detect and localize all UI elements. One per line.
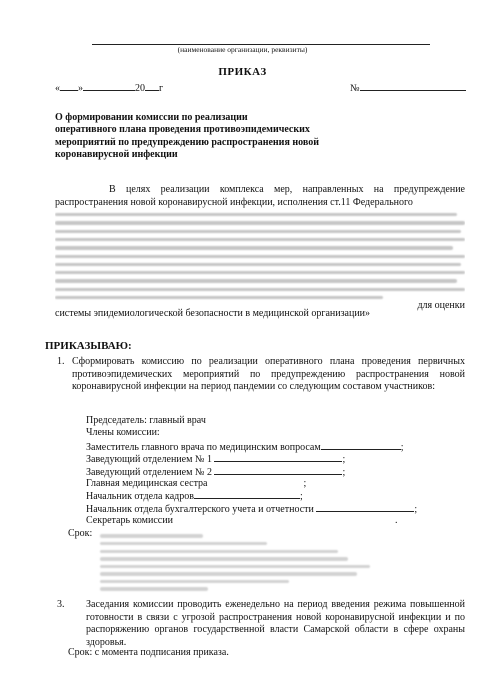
document-title: ПРИКАЗ (218, 66, 267, 78)
deadline-1: Срок: (68, 528, 93, 539)
item-3-text: Заседания комиссии проводить еженедельно на период введения режима повышенной готовности в связи с угрозой распространения новой коронавирусной инфекции и по распоряжению органов государственной власти Самарской области в сфере охраны здоровья. (86, 599, 465, 648)
members-label: Члены комиссии: (86, 427, 160, 439)
subject-line: оперативного плана проведения противоэпидемических (55, 124, 310, 136)
year-prefix: 20 (135, 83, 145, 94)
member-secretary: Секретарь комиссии . (86, 515, 398, 527)
member-accounting: Начальник отдела бухгалтерского учета и отчетности ; (86, 503, 418, 515)
preamble-text: В целях реализации комплекса мер, направленных на предупреждение распространения новой коронавирусной инфекции, исполнения ст.11 Федерального (55, 184, 465, 208)
member-head-2: Заведующий отделением № 2 ; (86, 466, 346, 478)
preamble-tail-right: для оценки (417, 300, 465, 311)
item-number: 3. (57, 599, 65, 610)
blank-line (316, 502, 414, 512)
blank-line (321, 440, 401, 450)
year-suffix: г (159, 83, 164, 94)
member-deputy: Заместитель главного врача по медицинским вопросам ; (86, 441, 404, 453)
order-number (350, 81, 466, 94)
year-blank (145, 81, 159, 91)
org-caption: (наименование организации, реквизиты) (177, 45, 308, 54)
blank-line (194, 489, 300, 499)
blank-space (173, 514, 395, 523)
blank-line (214, 452, 342, 462)
blank-space (208, 477, 304, 486)
blank-line (214, 465, 342, 475)
day-blank (60, 81, 78, 91)
member-nurse: Главная медицинская сестра ; (86, 477, 307, 489)
member-chair: Председатель: главный врач (86, 415, 206, 426)
number-sign: № (350, 83, 360, 94)
deadline-2: Срок: с момента подписания приказа. (68, 647, 229, 658)
item-number: 1. (57, 356, 65, 367)
subject-line: коронавирусной инфекции (55, 148, 178, 160)
order-heading: ПРИКАЗЫВАЮ: (45, 340, 132, 352)
number-blank (360, 81, 466, 91)
blurred-list-block (100, 531, 370, 597)
subject-line: мероприятий по предупреждению распространения новой (55, 136, 319, 148)
member-head-1: Заведующий отделением № 1 ; (86, 454, 346, 466)
date-open-quote: « (55, 83, 60, 94)
month-blank (83, 81, 135, 91)
date-close-quote: » (78, 83, 83, 94)
member-hr: Начальник отдела кадров ; (86, 491, 303, 503)
item-1-text: Сформировать комиссию по реализации оперативного плана проведения первичных противоэпидемических мероприятий по предупреждению распространения новой коронавирусной инфекции на период пандемии со следующим составом участников: (72, 356, 465, 392)
preamble-tail-line: системы эпидемиологической безопасности в медицинской организации» (55, 308, 371, 319)
order-subject (55, 112, 319, 161)
subject-line: О формировании комиссии по реализации (55, 112, 248, 123)
date-line (55, 81, 163, 94)
preamble-tail (55, 300, 465, 319)
commission-members (86, 415, 417, 527)
blurred-text-block (55, 209, 465, 311)
